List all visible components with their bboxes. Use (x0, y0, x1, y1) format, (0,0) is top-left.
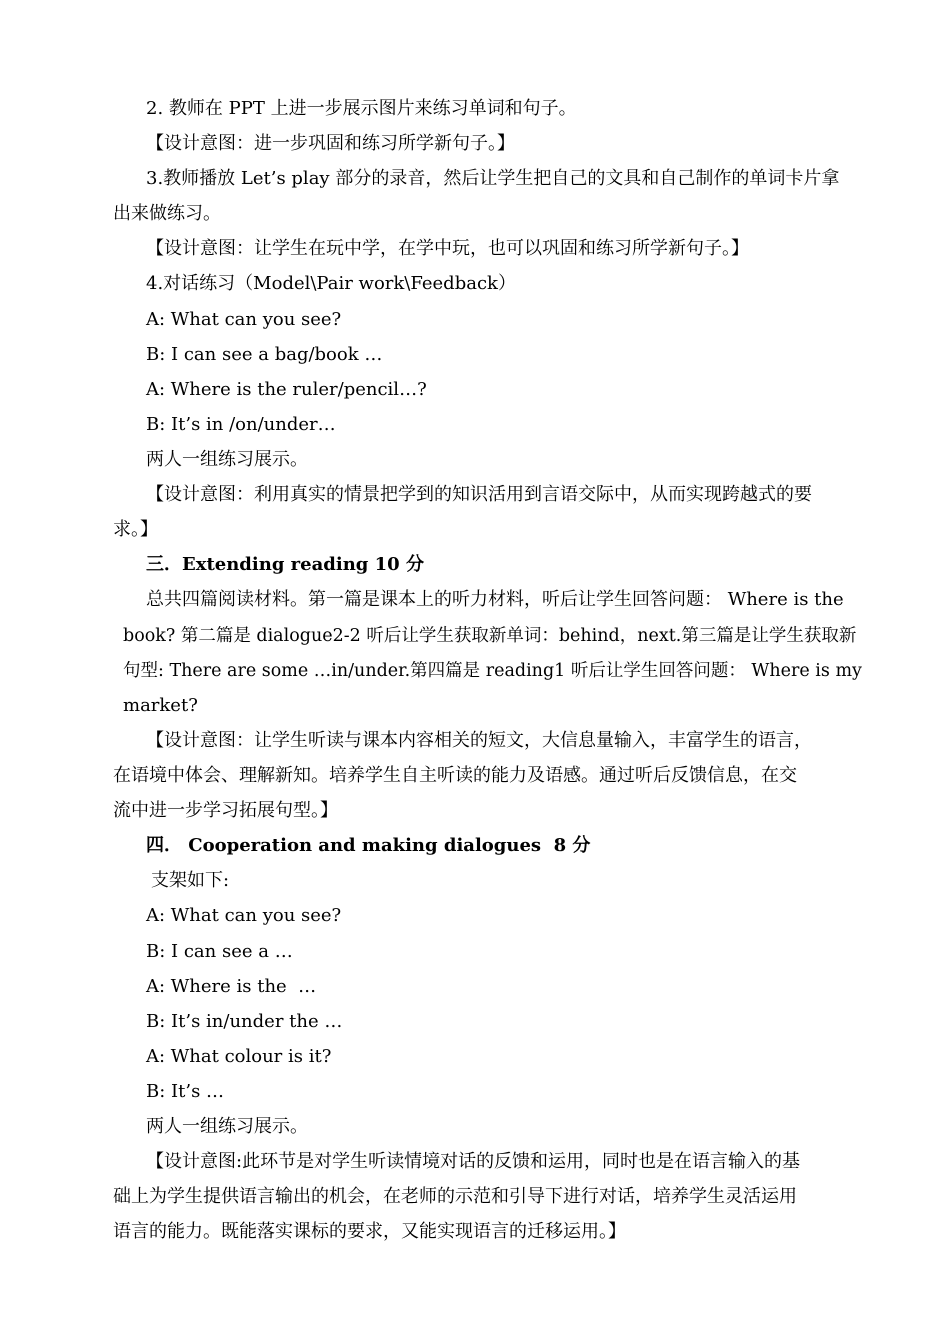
text-line: 两人一组练习展示。 (146, 1116, 308, 1137)
text-line: 2. 教师在 PPT 上进一步展示图片来练习单词和句子。 (146, 98, 577, 119)
design-intent-note: 【设计意图：让学生在玩中学，在学中玩，也可以巩固和练习所学新句子。】 (146, 238, 749, 259)
text-line: 句型: There are some …in/under.第四篇是 reading1 听后让学生回答问题： Where is my (123, 661, 862, 681)
design-intent-note: 【设计意图:此环节是对学生听读情境对话的反馈和运用，同时也是在语言输入的基 (146, 1151, 801, 1172)
design-intent-note: 【设计意图：让学生听读与课本内容相关的短文，大信息量输入，丰富学生的语言， (146, 730, 812, 751)
dialogue-line: A: Where is the ruler/pencil…? (146, 379, 427, 400)
dialogue-line: B: It’s in/under the … (146, 1011, 343, 1032)
dialogue-line: A: What can you see? (146, 309, 342, 330)
text-line: book? 第二篇是 dialogue2-2 听后让学生获取新单词：behind，next.第三篇是让学生获取新 (123, 626, 857, 646)
dialogue-line: B: It’s in /on/under… (146, 414, 336, 435)
text-line: 语言的能力。既能落实课标的要求，又能实现语言的迁移运用。】 (113, 1221, 626, 1242)
text-line: 出来做练习。 (113, 203, 221, 224)
design-intent-note: 【设计意图：利用真实的情景把学到的知识活用到言语交际中，从而实现跨越式的要 (146, 484, 812, 505)
text-line: 础上为学生提供语言输出的机会，在老师的示范和引导下进行对话，培养学生灵活运用 (113, 1186, 797, 1207)
dialogue-line: A: What colour is it? (146, 1046, 332, 1067)
dialogue-line: B: I can see a … (146, 941, 293, 962)
dialogue-line: B: I can see a bag/book … (146, 344, 383, 365)
text-line: 流中进一步学习拓展句型。】 (113, 800, 338, 821)
text-line: 求。】 (113, 519, 158, 540)
text-line: market? (123, 695, 198, 716)
text-line: 总共四篇阅读材料。第一篇是课本上的听力材料，听后让学生回答问题： Where is the (146, 589, 844, 610)
text-line: 支架如下: (151, 870, 230, 891)
text-line: 在语境中体会、理解新知。培养学生自主听读的能力及语感。通过听后反馈信息，在交 (113, 765, 797, 786)
design-intent-note: 【设计意图：进一步巩固和练习所学新句子。】 (146, 133, 515, 154)
text-line: 4.对话练习（Model\Pair work\Feedback） (146, 273, 516, 294)
text-line: 3.教师播放 Let’s play 部分的录音，然后让学生把自己的文具和自己制作的单词卡片拿 (146, 168, 840, 189)
dialogue-line: B: It’s … (146, 1081, 225, 1102)
section-heading-extending-reading: 三．Extending reading 10 分 (146, 554, 424, 575)
section-heading-cooperation: 四． Cooperation and making dialogues 8 分 (146, 835, 591, 856)
text-line: 两人一组练习展示。 (146, 449, 308, 470)
dialogue-line: A: What can you see? (146, 905, 342, 926)
dialogue-line: A: Where is the … (146, 976, 317, 997)
